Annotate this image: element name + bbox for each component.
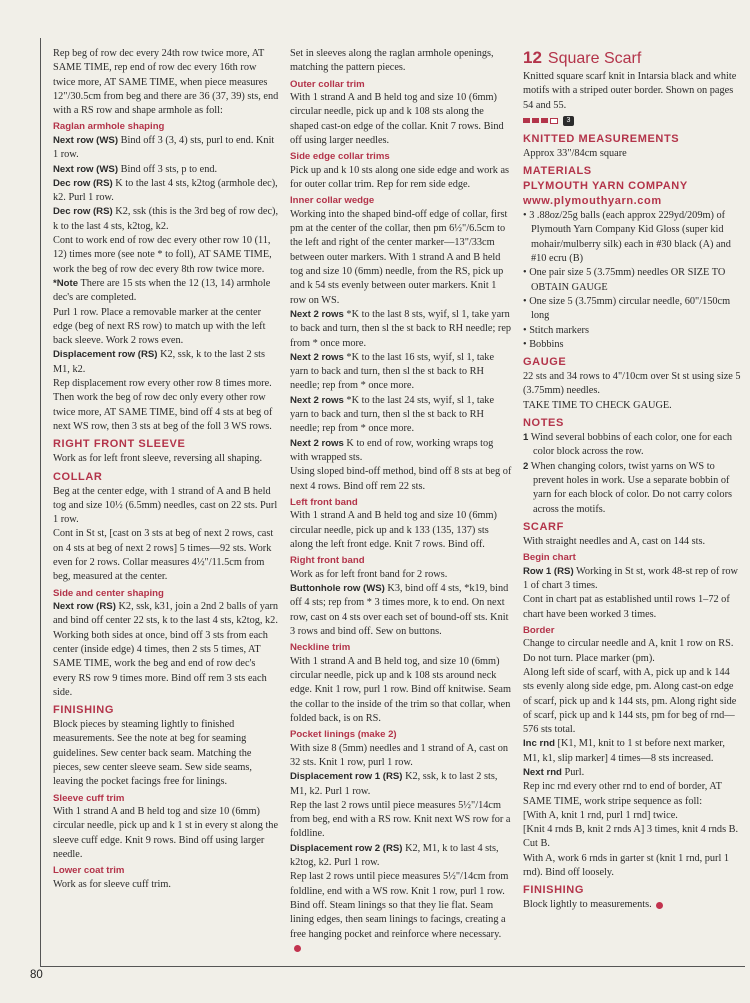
paragraph-text: Rep the last 2 rows until piece measures 5½"/14cm from beg, end with a RS row. Knit next WS row for a foldline. [290, 799, 511, 840]
paragraph-text: With 1 strand A and B held tog and size 10 (6mm) circular needle, pick up and k 1 st in every st along the sleeve cuff edge. Knit 9 rows. Bind off using larger needle. [53, 806, 279, 861]
materials-item: • 3 .88oz/25g balls (each approx 229yd/209m) of Plymouth Yarn Company Kid Gloss (super kid mohair/mulberry silk) each in #30 black (A) and #10 ecru (B) [523, 210, 731, 265]
row-label: Next 2 rows [290, 394, 344, 406]
stripe-step: [With A, knit 1 rnd, purl 1 rnd] twice. [523, 809, 678, 821]
instruction-paragraph [53, 134, 279, 163]
stripe-step: With A, work 6 rnds in garter st (knit 1 rnd, purl 1 rnd). Bind off loosely. [523, 852, 730, 879]
materials-item: • One size 5 (3.75mm) circular needle, 60"/150cm long [523, 295, 731, 322]
pattern-intro: Knitted square scarf knit in Intarsia black and white motifs with a striped outer border. Shown on pages 54 and 55. [523, 71, 737, 111]
paragraph-text: Bind off 3 (3, 4) sts, purl to end. Knit 1 row. [53, 134, 275, 161]
column-left [53, 47, 279, 892]
instruction-paragraph [290, 582, 512, 639]
paragraph-text: Work as for left front sleeve, reversing all shaping. [53, 453, 263, 465]
heading-gauge: GAUGE [523, 356, 567, 369]
instruction-paragraph [290, 509, 512, 552]
row1-instruction: Row 1 (RS) Working in St st, work 48-st rep of row 1 of chart 3 times. [523, 565, 738, 591]
paragraph-text: Rep displacement row every other row 8 times more. Then work the beg of row dec only every other row twice more, AT SAME TIME, bind off 4 sts at beg of next WS row, then 3 sts at beg of the foll 3 WS rows. [53, 378, 273, 432]
paragraph-text: Purl 1 row. Place a removable marker at the center edge (beg of next RS row) to match up with the left back sleeve. Work 2 rows even. [53, 306, 266, 347]
skill-bar-empty-icon [550, 118, 558, 124]
pattern-name: Square Scarf [547, 50, 642, 67]
instruction-paragraph [290, 799, 512, 842]
gauge-text: 22 sts and 34 rows to 4"/10cm over St st using size 5 (3.75mm) needles. [523, 371, 741, 397]
materials-list [523, 209, 743, 352]
row-label: Next row (RS) [53, 601, 116, 613]
subheading-neckline-trim: Neckline trim [290, 642, 351, 654]
subheading-pocket-linings-make-2: Pocket linings (make 2) [290, 729, 397, 741]
subheading-inner-collar-wedge: Inner collar wedge [290, 195, 375, 207]
instruction-paragraph [290, 465, 512, 494]
pattern-number: 12 [523, 48, 542, 67]
paragraph-text: K2, ssk, k to the last 2 sts M1, k2. [53, 349, 266, 375]
row-label: Next row (WS) [53, 163, 119, 175]
subheading-begin-chart: Begin chart [523, 552, 576, 564]
paragraph-text: Cont in St st, [cast on 3 sts at beg of next 2 rows, cast on 4 sts at beg of next 2 rows] 5 times—92 sts. Work even for 2 rows. Collar measures 4½"/11.5cm from beg, measured at the center. [53, 528, 274, 583]
paragraph-text: K2, M1, k to last 4 sts, k2tog, k2. Purl 1 row. [290, 842, 499, 869]
row1-continue: Cont in chart pat as established until rows 1–72 of chart have been worked 3 times. [523, 594, 730, 620]
instruction-paragraph [53, 600, 279, 629]
paragraph-text: K2, ssk, k to last 2 sts, M1, k2. Purl 1 row. [290, 771, 498, 797]
scarf-intro: With straight needles and A, cast on 144 sts. [523, 535, 706, 547]
row-label: Displacement row (RS) [53, 349, 158, 361]
instruction-paragraph [53, 878, 279, 892]
border-step-1: Change to circular needle and A, knit 1 row on RS. Do not turn. Place marker (pm). [523, 638, 734, 664]
column-middle [290, 47, 512, 956]
subheading-right-front-band: Right front band [290, 555, 365, 567]
heading-notes: NOTES [523, 417, 564, 430]
instruction-paragraph [290, 655, 512, 726]
paragraph-text: K2, ssk (this is the 3rd beg of row dec), k to the last 4 sts, k2tog, k2. [53, 206, 279, 232]
instruction-paragraph [290, 47, 512, 76]
paragraph-text: Work as for left front band for 2 rows. [290, 568, 448, 580]
instruction-paragraph [290, 164, 512, 193]
instruction-paragraph [290, 770, 512, 799]
pattern-title [523, 47, 743, 70]
end-marker-icon [294, 945, 301, 952]
paragraph-text: Cont to work end of row dec every other row 10 (11, 12) times more (see note * to foll), AT SAME TIME, work the beg of row dec every 8th row twice more. [53, 235, 272, 275]
instruction-paragraph [53, 277, 279, 306]
heading-right-front-sleeve: RIGHT FRONT SLEEVE [53, 438, 186, 451]
instruction-paragraph [290, 842, 512, 871]
instruction-paragraph [290, 568, 512, 582]
instruction-paragraph [290, 208, 512, 308]
instruction-paragraph [53, 177, 279, 206]
paragraph-text: With 1 strand A and B held tog and size 10 (6mm) circular needle, pick up and k 133 (135, 137) sts along the left front edge. Knit 7 rows. Bind off. [290, 510, 497, 550]
heading-materials: MATERIALS [523, 165, 592, 178]
instruction-paragraph [53, 629, 279, 700]
instruction-paragraph [290, 91, 512, 148]
row-label: Next row (WS) [53, 134, 119, 146]
instruction-paragraph [290, 742, 512, 771]
paragraph-text: Rep beg of row dec every 24th row twice more, AT SAME TIME, rep end of row dec every 16th row twice more, AT SAME TIME, when piece measures 12"/30.5cm from beg and there are 36 (37, 39) sts, end with a RS row and shape armhole as foll: [53, 48, 279, 117]
paragraph-text: K to the last 4 sts, k2tog (armhole dec), k2. Purl 1 row. [53, 177, 278, 204]
subheading-side-and-center-shaping: Side and center shaping [53, 587, 164, 599]
left-page-rule [40, 38, 41, 966]
instruction-paragraph [53, 452, 279, 466]
subheading-outer-collar-trim: Outer collar trim [290, 78, 365, 90]
paragraph-text: Bind off 3 sts, p to end. [118, 163, 218, 175]
instruction-paragraph [53, 205, 279, 234]
finishing-text: Block lightly to measurements. [523, 898, 743, 912]
paragraph-text: With 1 strand A and B held tog, and size 10 (6mm) circular needle, pick up and k 108 sts around neck edge. Knit 1 row, purl 1 row. Bind off knitwise. Seam the collar to the inside of the trim so that collar, when folded back, is on RS. [290, 655, 511, 724]
paragraph-text: Working both sides at once, bind off 3 sts from each center (inside edge) 4 times, then 2 sts 5 times, AT SAME TIME, work the beg and end of row dec's every RS row 9 times more. Bind off rem 3 sts each side. [53, 629, 268, 698]
skill-level-badge: 3 [563, 116, 574, 126]
gauge-check-text: TAKE TIME TO CHECK GAUGE. [523, 399, 672, 411]
instruction-paragraph [53, 306, 279, 349]
subheading-border: Border [523, 624, 555, 636]
paragraph-text: K2, ssk, k31, join a 2nd 2 balls of yarn and bind off center 22 sts, k to the last 4 sts, k2tog, k2. [53, 601, 279, 627]
stripe-step: [Knit 4 rnds B, knit 2 rnds A] 3 times, knit 4 rnds B. Cut B. [523, 824, 739, 850]
skill-bar-icon [541, 118, 548, 123]
row-label: Next 2 rows [290, 308, 344, 320]
note-item: 2 When changing colors, twist yarns on WS to prevent holes in work. Use a separate bobbin of yarn for each block of color. Do not carry colors across the motifs. [523, 460, 732, 515]
paragraph-text: Using sloped bind-off method, bind off 8 sts at beg of next 4 rows. Bind off rem 22 sts. [290, 466, 512, 492]
inc-rnd-instruction: Inc rnd [K1, M1, knit to 1 st before next marker, M1, k1, slip marker] 4 times—8 sts increased. [523, 738, 726, 764]
heading-finishing: FINISHING [53, 704, 115, 717]
skill-level-indicator [523, 116, 743, 126]
materials-item: • Bobbins [523, 338, 564, 350]
bottom-page-rule [40, 966, 745, 967]
paragraph-text: Set in sleeves along the raglan armhole openings, matching the pattern pieces. [290, 48, 494, 74]
materials-item: • Stitch markers [523, 324, 589, 336]
heading-collar: COLLAR [53, 470, 103, 483]
instruction-paragraph [53, 47, 279, 118]
column-right [523, 47, 743, 913]
row-label: *Note [53, 277, 79, 289]
paragraph-text: Pick up and k 10 sts along one side edge and work as for outer collar trim. Rep for rem side edge. [290, 164, 510, 191]
instruction-paragraph [53, 234, 279, 277]
paragraph-text: Block pieces by steaming lightly to finished measurements. See the note at beg for seaming guidelines. Sew center back seam. Matching the pieces, sew center sleeve seam. Sew side seams, leaving the pocket facings free for linings. [53, 719, 252, 788]
subheading-left-front-band: Left front band [290, 496, 358, 508]
subheading-raglan-armhole-shaping: Raglan armhole shaping [53, 121, 165, 133]
heading-scarf: SCARF [523, 520, 564, 533]
paragraph-text: With size 8 (5mm) needles and 1 strand of A, cast on 32 sts. Knit 1 row, purl 1 row. [290, 742, 509, 768]
instruction-paragraph [53, 485, 279, 528]
page-number: 80 [30, 969, 43, 981]
note-item: 1 Wind several bobbins of each color, one for each color block across the row. [523, 432, 733, 458]
instruction-paragraph [53, 718, 279, 789]
row-label: Displacement row 1 (RS) [290, 771, 403, 783]
paragraph-text: *K to the last 8 sts, wyif, sl 1, take yarn to back and turn, then sl the st back to RH needle; rep from * once more. [290, 308, 512, 349]
paragraph-text: Rep last 2 rows until piece measures 5½"/14cm from foldline, end with a WS row. Knit 1 row, purl 1 row. Bind off. Steam linings so that they lie flat. Seam lining edges, then seam linings to facings, creating a free hanging pocket and reinforce where necessary. [290, 871, 509, 940]
instruction-paragraph [290, 394, 512, 437]
row-label: Next 2 rows [290, 351, 344, 363]
instruction-paragraph [53, 805, 279, 862]
stripe-intro: Rep inc rnd every other rnd to end of border, AT SAME TIME, work stripe sequence as foll: [523, 781, 722, 807]
instruction-paragraph [290, 870, 512, 956]
instruction-paragraph [290, 308, 512, 351]
instruction-paragraph [53, 527, 279, 584]
materials-item: • One pair size 5 (3.75mm) needles OR SIZE TO OBTAIN GAUGE [523, 267, 726, 293]
paragraph-text: Beg at the center edge, with 1 strand of A and B held tog and size 10½ (6.5mm) needles, cast on 22 sts. Purl 1 row. [53, 485, 278, 526]
paragraph-text: With 1 strand A and B held tog and size 10 (6mm) circular needle, pick up and k 108 sts along the shaped cast-on edge of the collar. Knit 7 rows. Bind off using larger needles. [290, 92, 504, 146]
instruction-paragraph [53, 348, 279, 377]
border-step-2: Along left side of scarf, with A, pick up and k 144 sts evenly along side edge, pm. Along cast-on edge of scarf, pick up and k 144 sts, pm. Along right side of scarf, pick up and k 144 sts, pm for beg of rnd—576 sts total. [523, 666, 737, 736]
paragraph-text: K3, bind off 4 sts, *k19, bind off 4 sts; rep from * 3 times more, k to end. On next row, cast on 4 sts over each set of bound-off sts. Knit 3 rows and bind off. Sew on buttons. [290, 583, 509, 637]
instruction-paragraph [290, 437, 512, 466]
row-label: Next 2 rows [290, 437, 344, 449]
row-label: Dec row (RS) [53, 177, 113, 189]
subheading-lower-coat-trim: Lower coat trim [53, 865, 125, 877]
row-label: Dec row (RS) [53, 206, 113, 218]
row-label: Buttonhole row (WS) [290, 583, 385, 594]
instruction-paragraph [290, 351, 512, 394]
paragraph-text: K to end of row, working wraps tog with wrapped sts. [290, 437, 494, 463]
heading-knitted-measurements: KNITTED MEASUREMENTS [523, 132, 680, 145]
skill-bar-icon [532, 118, 539, 123]
next-rnd-instruction: Next rnd Purl. [523, 766, 585, 778]
row-label: Displacement row 2 (RS) [290, 842, 403, 854]
instruction-paragraph [53, 163, 279, 177]
skill-bar-icon [523, 118, 530, 123]
subheading-sleeve-cuff-trim: Sleeve cuff trim [53, 792, 125, 804]
paragraph-text: *K to the last 24 sts, wyif, sl 1, take yarn to back and turn, then sl the st back to RH needle; rep from * once more. [290, 394, 495, 435]
subheading-side-edge-collar-trims: Side edge collar trims [290, 151, 390, 163]
paragraph-text: *K to the last 16 sts, wyif, sl 1, take yarn to back and turn, then sl the st back to RH needle; rep from * once more. [290, 351, 495, 392]
instruction-paragraph [53, 377, 279, 434]
end-marker-icon [656, 902, 663, 909]
yarn-company-url[interactable]: www.plymouthyarn.com [523, 195, 662, 208]
heading-finishing: FINISHING [523, 884, 585, 897]
yarn-company: PLYMOUTH YARN COMPANY [523, 180, 688, 193]
paragraph-text: Work as for sleeve cuff trim. [53, 878, 171, 890]
measurements-text: Approx 33"/84cm square [523, 147, 627, 159]
paragraph-text: Working into the shaped bind-off edge of collar, first pm at the center of the collar, then pm 6½"/6.5cm to the left and right of the center marker—13"/33cm between outer markers. With 1 strand A and B held tog and size 10 (6mm) needle, from the RS, pick up and k 54 sts evenly between outer markers. Knit 1 row on WS. [290, 208, 508, 306]
paragraph-text: There are 15 sts when the 12 (13, 14) armhole dec's are completed. [53, 277, 271, 304]
